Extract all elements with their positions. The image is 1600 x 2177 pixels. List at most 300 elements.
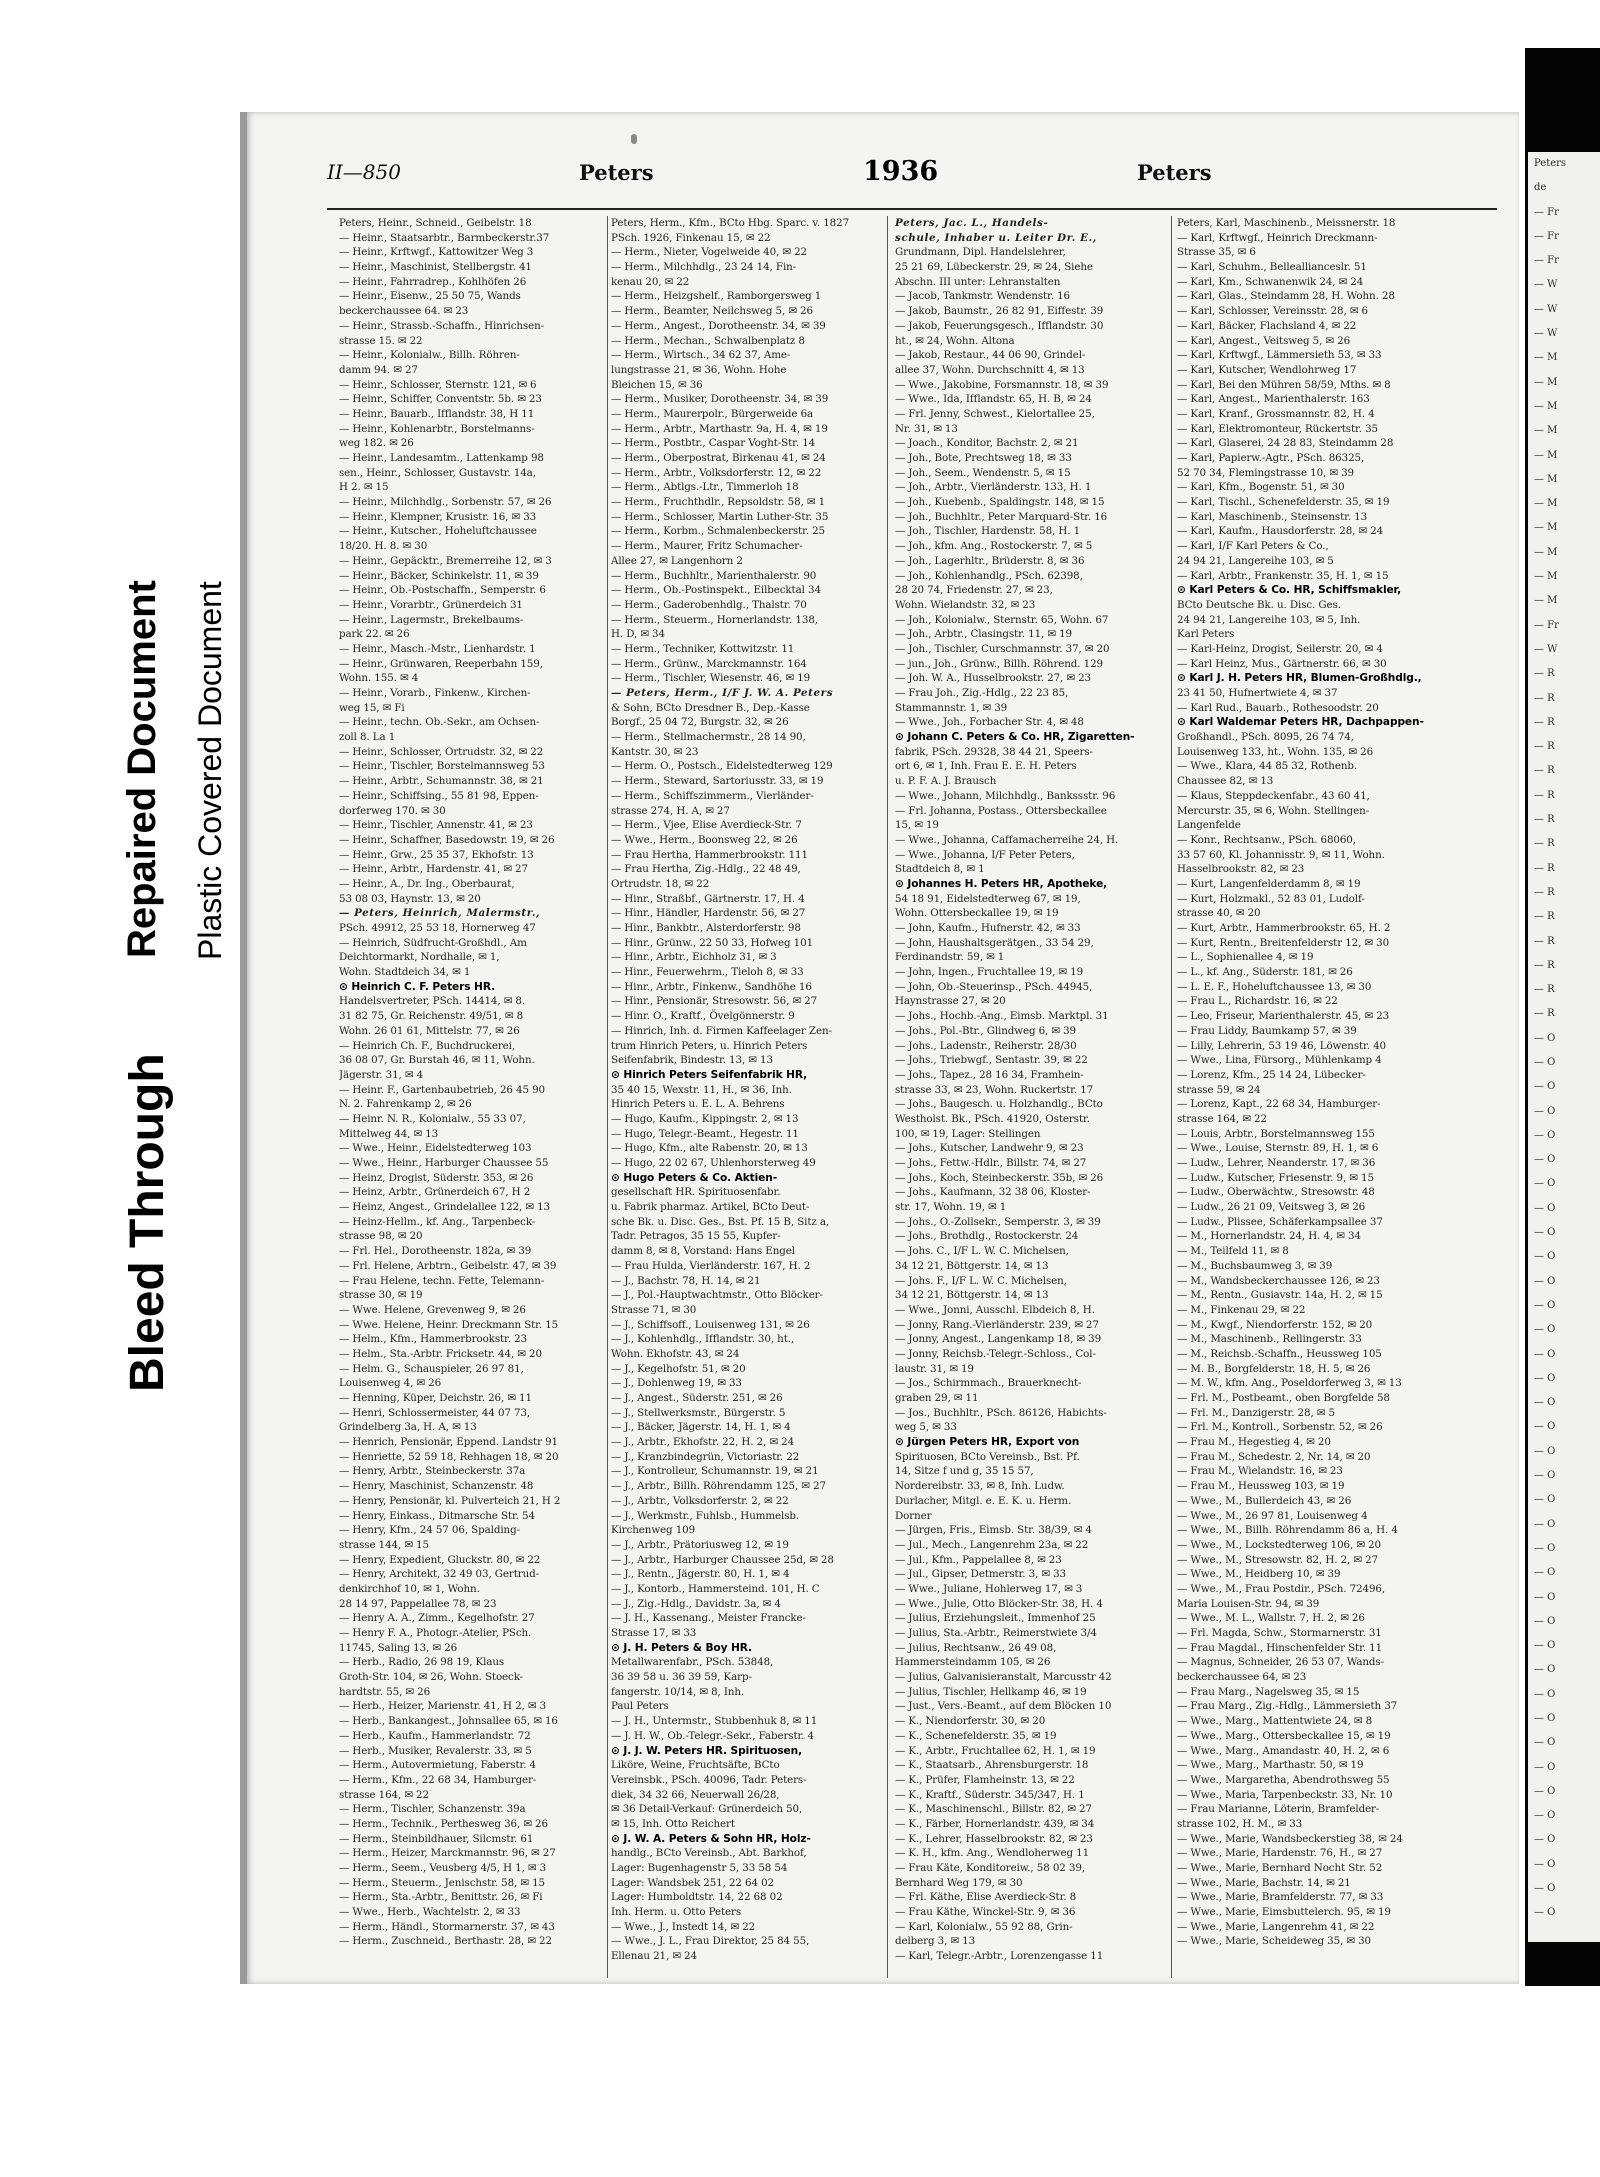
- directory-entry: — Wwe., M., 26 97 81, Louisenweg 4: [1177, 1509, 1368, 1522]
- directory-entry: Grundmann, Dipl. Handelslehrer,: [895, 246, 1066, 259]
- directory-entry: 31 82 75, Gr. Reichenstr. 49/51, ✉ 8: [339, 1010, 524, 1023]
- directory-entry: — Herm., Autovermietung, Faberstr. 4: [339, 1759, 536, 1772]
- directory-entry: ✉ 15, Inh. Otto Reichert: [611, 1817, 735, 1830]
- directory-entry: — Wwe., Herb., Wachtelstr. 2, ✉ 33: [339, 1906, 521, 1919]
- directory-entry: — M., Teilfeld 11, ✉ 8: [1177, 1245, 1289, 1258]
- directory-entry: — Johs., Kaufmann, 32 38 06, Kloster-: [895, 1186, 1091, 1199]
- directory-entry: diek, 34 32 66, Neuerwall 26/28,: [611, 1788, 780, 1801]
- next-page-fragment: — Fr: [1534, 206, 1559, 218]
- directory-entry: Dorner: [895, 1509, 932, 1522]
- directory-entry: zoll 8. La 1: [339, 731, 396, 744]
- directory-entry: — J. H., Untermstr., Stubbenhuk 8, ✉ 11: [611, 1715, 818, 1728]
- directory-entry: — Frau M., Wielandstr. 16, ✉ 23: [1177, 1465, 1343, 1478]
- directory-entry: PSch. 49912, 25 53 18, Hornerweg 47: [339, 922, 536, 934]
- next-page-fragment: — M: [1534, 546, 1558, 558]
- column-divider: [607, 216, 608, 1978]
- directory-entry: — Heinz, Drogist, Süderstr. 353, ✉ 26: [339, 1171, 534, 1184]
- directory-entry: Karl Peters: [1177, 628, 1235, 641]
- next-page-fragment: — O: [1534, 1785, 1556, 1797]
- directory-entry: — Wwe., Marie, Hardenstr. 76, H., ✉ 27: [1177, 1847, 1383, 1860]
- next-page-fragment: — O: [1534, 1810, 1556, 1822]
- directory-entry: — Henry, Einkass., Ditmarsche Str. 54: [339, 1509, 535, 1522]
- directory-entry: — Heinr., Ob.-Postschaffn., Semperstr. 6: [339, 584, 546, 597]
- directory-entry: — L. E. F., Hoheluftchaussee 13, ✉ 30: [1177, 980, 1372, 993]
- directory-entry: — Johs., Fettw.-Hdlr., Billstr. 74, ✉ 27: [895, 1157, 1087, 1169]
- directory-entry: 23 41 50, Hufnertwiete 4, ✉ 37: [1177, 687, 1338, 699]
- directory-entry: graben 29, ✉ 11: [895, 1392, 979, 1404]
- directory-entry: — K., Kraftf., Süderstr. 345/347, H. 1: [895, 1788, 1085, 1801]
- running-head-right: Peters: [1137, 160, 1212, 185]
- directory-entry: — Herm., Wirtsch., 34 62 37, Ame-: [611, 349, 791, 362]
- directory-entry: — Heinr., Eisenw., 25 50 75, Wands: [339, 290, 521, 303]
- directory-entry: — Wwe., Jakobine, Forsmannstr. 18, ✉ 39: [895, 378, 1109, 391]
- directory-entry: sen., Heinr., Schlosser, Gustavstr. 14a,: [339, 466, 536, 479]
- directory-entry: — Jul., Kfm., Pappelallee 8, ✉ 23: [895, 1553, 1062, 1566]
- directory-entry: — M., Kwgf., Niendorferstr. 152, ✉ 20: [1177, 1318, 1373, 1331]
- directory-entry: — Hinr., Arbtr., Eichholz 31, ✉ 3: [611, 951, 777, 964]
- directory-entry: ⊙ J. W. A. Peters & Sohn HR, Holz-: [611, 1832, 811, 1845]
- directory-entry: — Lorenz, Kapt., 22 68 34, Hamburger-: [1177, 1098, 1381, 1111]
- directory-entry: — Lilly, Lehrerin, 53 19 46, Löwenstr. 40: [1177, 1039, 1386, 1052]
- directory-entry: — Kurt, Holzmakl., 52 83 01, Ludolf-: [1177, 892, 1365, 905]
- directory-entry: — Herm., Steuerm., Jenischstr. 58, ✉ 15: [339, 1876, 546, 1889]
- next-page-fragment: — Fr: [1534, 255, 1559, 267]
- directory-entry: — Karl, Kolonialw., 55 92 88, Grin-: [895, 1920, 1073, 1933]
- next-page-fragment: — O: [1534, 1397, 1556, 1409]
- directory-entry: Inh. Herm. u. Otto Peters: [611, 1906, 742, 1919]
- directory-entry: — Heinr., techn. Ob.-Sekr., am Ochsen-: [339, 716, 540, 729]
- directory-entry: H 2. ✉ 15: [339, 481, 389, 494]
- directory-entry: — M. B., Borgfelderstr. 18, H. 5, ✉ 26: [1177, 1362, 1371, 1375]
- directory-entry: — Frau Joh., Zig.-Hdlg., 22 23 85,: [895, 687, 1069, 699]
- directory-entry: weg 15, ✉ Fi: [339, 701, 405, 714]
- directory-entry: — Herb., Musiker, Revalerstr. 33, ✉ 5: [339, 1744, 532, 1757]
- next-page-fragment: — O: [1534, 1372, 1556, 1384]
- directory-entry: Mercurstr. 35, ✉ 6, Wohn. Stellingen-: [1177, 804, 1370, 817]
- directory-entry: Allee 27, ✉ Langenhorn 2: [611, 554, 743, 567]
- next-page-fragment: — R: [1534, 862, 1555, 874]
- directory-entry: 24 94 21, Langereihe 103, ✉ 5: [1177, 554, 1334, 567]
- directory-entry: — Wwe., Marg., Marthastr. 50, ✉ 19: [1177, 1759, 1364, 1772]
- directory-entry: — Karl Rud., Bauarb., Rothesoodstr. 20: [1177, 701, 1379, 714]
- directory-entry: Großhandl., PSch. 8095, 26 74 74,: [1177, 731, 1354, 744]
- directory-entry: — Herm., Zuschneid., Berthastr. 28, ✉ 22: [339, 1935, 552, 1948]
- directory-entry: Groth-Str. 104, ✉ 26, Wohn. Stoeck-: [339, 1671, 524, 1684]
- directory-entry: Wohn. Wielandstr. 32, ✉ 23: [895, 598, 1036, 611]
- next-page-fragment: — O: [1534, 1615, 1556, 1627]
- next-page-fragment: — O: [1534, 1154, 1556, 1166]
- next-page-fragment: — R: [1534, 911, 1555, 923]
- directory-entry: Seifenfabrik, Bindestr. 13, ✉ 13: [611, 1054, 773, 1067]
- directory-entry: — Herm., Kfm., 22 68 34, Hamburger-: [339, 1773, 537, 1786]
- directory-entry: — Wwe., Joh., Forbacher Str. 4, ✉ 48: [895, 716, 1084, 729]
- directory-entry: weg 182. ✉ 26: [339, 437, 414, 450]
- directory-entry: — K., Lehrer, Hasselbrookstr. 82, ✉ 23: [895, 1832, 1093, 1845]
- directory-entry: — Henry, Architekt, 32 49 03, Gertrud-: [339, 1568, 540, 1581]
- directory-entry: — Henriette, 52 59 18, Rehhagen 18, ✉ 20: [339, 1450, 559, 1463]
- directory-entry: — Ludw., 26 21 09, Veitsweg 3, ✉ 26: [1177, 1201, 1366, 1214]
- directory-entry: Peters, Heinr., Schneid., Geibelstr. 18: [339, 217, 532, 229]
- directory-entry: Ferdinandstr. 59, ✉ 1: [895, 951, 1005, 964]
- directory-page: [240, 112, 1519, 1984]
- directory-entry: — Herm., Tischler, Wiesenstr. 46, ✉ 19: [611, 672, 811, 685]
- next-page-fragment: — O: [1534, 1907, 1556, 1919]
- directory-entry: Strasse 71, ✉ 30: [611, 1303, 697, 1316]
- next-page-fragment: — O: [1534, 1129, 1556, 1141]
- directory-entry: — Herm., Postbtr., Caspar Voght-Str. 14: [611, 437, 816, 450]
- next-page-fragment: — O: [1534, 1470, 1556, 1482]
- directory-entry: 18/20. H. 8. ✉ 30: [339, 540, 428, 553]
- directory-entry: Haynstrasse 27, ✉ 20: [895, 995, 1006, 1008]
- next-page-fragment: — O: [1534, 1445, 1556, 1457]
- directory-entry: — Herb., Heizer, Marienstr. 41, H 2, ✉ 3: [339, 1700, 547, 1713]
- directory-entry: — Joh., Seem., Wendenstr. 5, ✉ 15: [895, 466, 1071, 479]
- directory-entry: — J., Rentn., Jägerstr. 80, H. 1, ✉ 4: [611, 1568, 790, 1581]
- directory-entry: damm 8, ✉ 8, Vorstand: Hans Engel: [611, 1245, 795, 1258]
- directory-entry: — K., Schenefelderstr. 35, ✉ 19: [895, 1729, 1057, 1742]
- directory-entry: — Herm., Sta.-Arbtr., Benittstr. 26, ✉ Fi: [339, 1891, 543, 1904]
- next-page-fragment: — O: [1534, 1591, 1556, 1603]
- directory-entry: — J., Kegelhofstr. 51, ✉ 20: [611, 1362, 746, 1375]
- directory-entry: ⊙ J. H. Peters & Boy HR.: [611, 1641, 752, 1654]
- directory-entry: — L., Sophienallee 4, ✉ 19: [1177, 951, 1314, 964]
- directory-entry: — Hinr. O., Kraftf., Övelgönnerstr. 9: [611, 1010, 795, 1023]
- directory-entry: Kirchenweg 109: [611, 1524, 696, 1537]
- directory-entry: sche Bk. u. Disc. Ges., Bst. Pf. 15 B, Sitz a,: [611, 1215, 830, 1228]
- directory-entry: — J., Arbtr., Harburger Chaussee 25d, ✉ 28: [611, 1553, 834, 1566]
- directory-entry: — Karl, Maschinenb., Steinsenstr. 13: [1177, 510, 1368, 523]
- directory-entry: — Heinr., Klempner, Krusistr. 16, ✉ 33: [339, 510, 537, 523]
- directory-entry: kenau 20, ✉ 22: [611, 275, 690, 288]
- directory-entry: — Herm., Korbm., Schmalenbeckerstr. 25: [611, 525, 826, 538]
- directory-entry: — Heinr., Kohlenarbtr., Borstelmanns-: [339, 422, 535, 435]
- directory-entry: Kantstr. 30, ✉ 23: [611, 745, 699, 758]
- directory-entry: — Heinr., Staatsarbtr., Barmbeckerstr.37: [339, 231, 550, 244]
- directory-entry: — Wwe., M., Lockstedterweg 106, ✉ 20: [1177, 1538, 1381, 1551]
- directory-entry: — Johs. F., I/F L. W. C. Michelsen,: [895, 1274, 1067, 1287]
- directory-entry: Ortrudstr. 18, ✉ 22: [611, 877, 710, 890]
- directory-entry: — Herm., Mechan., Schwalbenplatz 8: [611, 334, 805, 347]
- directory-entry: — Wwe., M., Billh. Röhrendamm 86 a, H. 4: [1177, 1524, 1398, 1537]
- directory-entry: strasse 274, H. A, ✉ 27: [611, 804, 730, 817]
- directory-entry: — Jos., Buchhltr., PSch. 86126, Habichts-: [895, 1406, 1107, 1419]
- directory-entry: Handelsvertreter, PSch. 14414, ✉ 8.: [339, 995, 526, 1008]
- directory-entry: — Karl, Papierw.-Agtr., PSch. 86325,: [1177, 452, 1365, 464]
- column-divider: [1171, 216, 1172, 1978]
- directory-entry: — Heinz-Hellm., kf. Ang., Tarpenbeck-: [339, 1215, 536, 1228]
- directory-entry: Tadr. Petragos, 35 15 55, Kupfer-: [611, 1230, 781, 1243]
- directory-entry: — Herb., Kaufm., Hammerlandstr. 72: [339, 1729, 531, 1742]
- directory-entry: Borgf., 25 04 72, Burgstr. 32, ✉ 26: [611, 716, 789, 729]
- next-page-fragment: — R: [1534, 668, 1555, 680]
- directory-entry: — Heinr., Gepäcktr., Bremerreihe 12, ✉ 3: [339, 554, 552, 567]
- directory-entry: — Herm., Nieter, Vogelweide 40, ✉ 22: [611, 246, 807, 259]
- directory-entry: — Johs., Baugesch. u. Holzhandlg., BCto: [895, 1098, 1103, 1111]
- directory-entry: — Wwe., Jonni, Ausschl. Elbdeich 8, H.: [895, 1303, 1095, 1316]
- directory-entry: Wohn. Ekhofstr. 43, ✉ 24: [611, 1347, 740, 1360]
- directory-entry: — Karl, Elektromonteur, Rückertstr. 35: [1177, 422, 1378, 435]
- directory-entry: dorferweg 170. ✉ 30: [339, 804, 446, 817]
- directory-entry: — Wwe., Marie, Bachstr. 14, ✉ 21: [1177, 1876, 1351, 1889]
- directory-entry: — Jonny, Rang.-Vierländerstr. 239, ✉ 27: [895, 1318, 1099, 1331]
- directory-entry: — Henning, Küper, Deichstr. 26, ✉ 11: [339, 1392, 532, 1404]
- directory-entry: — Herm., Abtlgs.-Ltr., Timmerloh 18: [611, 481, 799, 494]
- directory-entry: Louisenweg 133, ht., Wohn. 135, ✉ 26: [1177, 745, 1374, 758]
- directory-entry: — Herm., Musiker, Dorotheenstr. 34, ✉ 39: [611, 393, 829, 406]
- directory-entry: 15, ✉ 19: [895, 819, 939, 832]
- directory-entry: — Frau M., Hegestieg 4, ✉ 20: [1177, 1436, 1331, 1449]
- directory-entry: — Joh., Bote, Prechtsweg 18, ✉ 33: [895, 452, 1072, 464]
- directory-entry: — Heinr., Schiffsing., 55 81 98, Eppen-: [339, 789, 539, 802]
- directory-entry: — J., Bäcker, Jägerstr. 14, H. 1, ✉ 4: [611, 1421, 791, 1434]
- directory-entry: — Herm., Gaderobenhdlg., Thalstr. 70: [611, 598, 807, 611]
- directory-entry: — Karl, I/F Karl Peters & Co.,: [1177, 540, 1329, 553]
- directory-entry: park 22. ✉ 26: [339, 628, 410, 641]
- directory-entry: ⊙ Karl Waldemar Peters HR, Dachpappen-: [1177, 716, 1424, 729]
- bleed-through-label: Bleed Through: [121, 1053, 174, 1392]
- directory-entry: delberg 3, ✉ 13: [895, 1935, 976, 1948]
- directory-entry: — Helm. G., Schauspieler, 26 97 81,: [339, 1362, 524, 1375]
- directory-entry: — J., Arbtr., Billh. Röhrendamm 125, ✉ 27: [611, 1480, 826, 1493]
- directory-entry: 28 14 97, Pappelallee 78, ✉ 23: [339, 1597, 497, 1610]
- next-page-fragment: — R: [1534, 716, 1555, 728]
- directory-entry: 28 20 74, Friedenstr. 27, ✉ 23,: [895, 584, 1053, 597]
- directory-entry: — Wwe., Louise, Sternstr. 89, H. 1, ✉ 6: [1177, 1142, 1379, 1155]
- next-page-fragment: — M: [1534, 352, 1558, 364]
- directory-entry: — Wwe., Marg., Amandastr. 40, H. 2, ✉ 6: [1177, 1744, 1390, 1757]
- next-page-fragment: — O: [1534, 1883, 1556, 1895]
- directory-entry: — Julius, Tischler, Hellkamp 46, ✉ 19: [895, 1685, 1087, 1698]
- directory-entry: — Herm., Heizgshelf., Ramborgersweg 1: [611, 290, 822, 303]
- directory-entry: — Herm., Techniker, Kottwitzstr. 11: [611, 642, 795, 655]
- next-page-fragment: — O: [1534, 1081, 1556, 1093]
- directory-entry: Peters, Jac. L., Handels-: [895, 217, 1049, 229]
- next-page-fragment: — R: [1534, 838, 1555, 850]
- directory-entry: — Wwe., Heinr., Harburger Chaussee 55: [339, 1157, 549, 1169]
- directory-entry: strasse 30, ✉ 19: [339, 1289, 423, 1302]
- directory-entry: ⊙ Karl J. H. Peters HR, Blumen-Großhdlg.,: [1177, 672, 1422, 685]
- directory-entry: — Jonny, Angest., Langenkamp 18, ✉ 39: [895, 1333, 1102, 1346]
- next-page-fragment: — O: [1534, 1105, 1556, 1117]
- directory-entry: ht., ✉ 24, Wohn. Altona: [895, 334, 1015, 347]
- binding-mark: [631, 134, 637, 144]
- directory-entry: — Frau Käte, Konditoreiw., 58 02 39,: [895, 1862, 1086, 1874]
- directory-entry: — John, Ingen., Fruchtallee 19, ✉ 19: [895, 966, 1084, 979]
- directory-entry: — Herm., Steuerm., Hornerlandstr. 138,: [611, 613, 818, 626]
- directory-entry: — Ludw., Kutscher, Friesenstr. 9, ✉ 15: [1177, 1171, 1374, 1184]
- directory-entry: — Jonny, Reichsb.-Telegr.-Schloss., Col-: [895, 1347, 1096, 1360]
- directory-entry: — Hinr., Arbtr., Finkenw., Sandhöhe 16: [611, 980, 812, 993]
- next-page-fragment: — O: [1534, 1227, 1556, 1239]
- directory-entry: — J., Kontorb., Hammersteind. 101, H. C: [611, 1582, 820, 1595]
- next-page-fragment: — O: [1534, 1713, 1556, 1724]
- directory-entry: 52 70 34, Flemingstrasse 10, ✉ 39: [1177, 466, 1354, 479]
- directory-entry: — Herm., Steward, Sartoriusstr. 33, ✉ 19: [611, 775, 824, 788]
- directory-entry: — Wwe., M., Heidberg 10, ✉ 39: [1177, 1568, 1341, 1581]
- directory-column-3: [895, 216, 1163, 1964]
- directory-entry: — Louis, Arbtr., Borstelmannsweg 155: [1177, 1127, 1375, 1140]
- directory-entry: — Hinr., Pensionär, Stresowstr. 56, ✉ 27: [611, 995, 818, 1008]
- directory-entry: — Heinr. F., Gartenbaubetrieb, 26 45 90: [339, 1083, 545, 1096]
- directory-entry: strasse 33, ✉ 23, Wohn. Ruckertstr. 17: [895, 1083, 1094, 1096]
- directory-entry: lungstrasse 21, ✉ 36, Wohn. Hohe: [611, 363, 787, 376]
- directory-entry: — Wwe., Juliane, Hohlerweg 17, ✉ 3: [895, 1582, 1083, 1595]
- directory-entry: — Herm. O., Postsch., Eidelstedterweg 129: [611, 760, 833, 773]
- directory-entry: Westholst. Bk., PSch. 41920, Osterstr.: [895, 1112, 1090, 1125]
- next-page-fragment: — O: [1534, 1664, 1556, 1676]
- directory-entry: fangerstr. 10/14, ✉ 8, Inh.: [611, 1685, 745, 1698]
- directory-entry: — Henri, Schlossermeister, 44 07 73,: [339, 1406, 531, 1419]
- directory-entry: — J. H., Kassenang., Meister Francke-: [611, 1612, 806, 1625]
- next-page-fragment: — O: [1534, 1737, 1556, 1749]
- next-page-fragment: — M: [1534, 498, 1558, 510]
- directory-entry: — Hinrich, Inh. d. Firmen Kaffeelager Zen-: [611, 1024, 832, 1037]
- next-page-fragment: Peters: [1534, 158, 1567, 169]
- directory-entry: — Herm., Ob.-Postinspekt., Eilbecktal 34: [611, 584, 821, 597]
- directory-entry: 11745, Saling 13, ✉ 26: [339, 1641, 458, 1654]
- directory-entry: Jägerstr. 31, ✉ 4: [339, 1068, 424, 1081]
- directory-entry: — Jakob, Feuerungsgesch., Ifflandstr. 30: [895, 319, 1104, 332]
- header-rule: [327, 208, 1497, 210]
- directory-entry: Wohn. 155. ✉ 4: [339, 672, 419, 685]
- directory-entry: Deichtormarkt, Nordhalle, ✉ 1,: [339, 951, 500, 964]
- directory-entry: — Ludw., Lehrer, Neanderstr. 17, ✉ 36: [1177, 1157, 1376, 1169]
- directory-entry: — Heinz, Angest., Grindelallee 122, ✉ 13: [339, 1201, 550, 1214]
- directory-entry: — M. W., kfm. Ang., Poseldorferweg 3, ✉ 13: [1177, 1377, 1402, 1390]
- directory-column-2: [611, 216, 879, 1964]
- directory-entry: 34 12 21, Böttgerstr. 14, ✉ 13: [895, 1289, 1049, 1302]
- directory-entry: — J., Kohlenhdlg., Ifflandstr. 30, ht.,: [611, 1333, 795, 1346]
- directory-entry: — Hugo, Kfm., alte Rabenstr. 20, ✉ 13: [611, 1142, 808, 1155]
- directory-entry: — K., Färber, Hornerlandstr. 439, ✉ 34: [895, 1817, 1095, 1830]
- directory-entry: ⊙ Karl Peters & Co. HR, Schiffsmakler,: [1177, 584, 1402, 597]
- directory-entry: — Ludw., Oberwächtw., Stresowstr. 48: [1177, 1186, 1375, 1199]
- directory-entry: strasse 15. ✉ 22: [339, 334, 423, 347]
- directory-entry: — Herm., Maurerpolr., Bürgerweide 6a: [611, 407, 814, 420]
- next-page-fragment: — Fr: [1534, 230, 1559, 242]
- next-page-fragment: — R: [1534, 984, 1555, 996]
- directory-entry: — Heinr., Fahrradrep., Kohlhöfen 26: [339, 275, 527, 288]
- directory-entry: — Hinr., Händler, Hardenstr. 56, ✉ 27: [611, 907, 806, 920]
- directory-entry: — Frau Marg., Zig.-Hdlg., Lämmersieth 37: [1177, 1700, 1398, 1713]
- directory-entry: — John, Ob.-Steuerinsp., PSch. 44945,: [895, 980, 1093, 993]
- directory-entry: — Joh. W. A., Husselbrookstr. 27, ✉ 23: [895, 672, 1091, 685]
- directory-entry: — Herm., Tischler, Schanzenstr. 39a: [339, 1803, 526, 1816]
- directory-entry: — K., Niendorferstr. 30, ✉ 20: [895, 1715, 1046, 1728]
- directory-entry: 53 08 03, Haynstr. 13, ✉ 20: [339, 892, 481, 905]
- directory-entry: — Julius, Erziehungsleit., Immenhof 25: [895, 1612, 1096, 1625]
- directory-entry: — Frl. Hel., Dorotheenstr. 182a, ✉ 39: [339, 1245, 532, 1258]
- directory-entry: — Hugo, Kaufm., Kippingstr. 2, ✉ 13: [611, 1112, 799, 1125]
- directory-entry: — M., Finkenau 29, ✉ 22: [1177, 1303, 1306, 1316]
- next-page-fragment: — O: [1534, 1202, 1556, 1214]
- directory-entry: schule, Inhaber u. Leiter Dr. E.,: [895, 231, 1097, 244]
- directory-entry: — M., Buchsbaumweg 3, ✉ 39: [1177, 1259, 1333, 1272]
- directory-entry: — Herb., Radio, 26 98 19, Klaus: [339, 1656, 505, 1669]
- directory-entry: — Johs., Pol.-Btr., Glindweg 6, ✉ 39: [895, 1024, 1077, 1037]
- directory-entry: — Ludw., Plissee, Schäferkampsallee 37: [1177, 1215, 1383, 1228]
- directory-entry: — Heinr., Vorarb., Finkenw., Kirchen-: [339, 687, 531, 699]
- directory-entry: — Jul., Mech., Langenrehm 23a, ✉ 22: [895, 1538, 1089, 1551]
- directory-entry: — Frl. M., Kontroll., Sorbenstr. 52, ✉ 26: [1177, 1421, 1383, 1434]
- directory-entry: — Joh., Arbtr., Clasingstr. 11, ✉ 19: [895, 628, 1072, 641]
- directory-entry: strasse 164, ✉ 22: [1177, 1112, 1267, 1125]
- next-page-fragment: — M: [1534, 522, 1558, 534]
- directory-entry: — Johs., Koch, Steinbeckerstr. 35b, ✉ 26: [895, 1171, 1104, 1184]
- next-page-fragment: — M: [1534, 400, 1558, 412]
- directory-entry: — Jakob, Restaur., 44 06 90, Grindel-: [895, 349, 1086, 362]
- directory-entry: strasse 164, ✉ 22: [339, 1788, 429, 1801]
- directory-entry: — Johs., Ladenstr., Reiherstr. 28/30: [895, 1039, 1077, 1052]
- directory-entry: — Peters, Herm., I/F J. W. A. Peters: [611, 687, 834, 699]
- next-page-fragment: — O: [1534, 1494, 1556, 1506]
- directory-entry: — Joh., Kuebenb., Spaldingstr. 148, ✉ 15: [895, 496, 1105, 509]
- directory-entry: — Hugo, Telegr.-Beamt., Hegestr. 11: [611, 1127, 799, 1140]
- directory-entry: Bleichen 15, ✉ 36: [611, 378, 703, 391]
- directory-entry: — Karl-Heinz, Drogist, Seilerstr. 20, ✉ 4: [1177, 642, 1383, 655]
- directory-entry: — Karl Heinz, Mus., Gärtnerstr. 66, ✉ 30: [1177, 657, 1387, 670]
- directory-entry: — Frau Marianne, Löterin, Bramfelder-: [1177, 1803, 1380, 1816]
- directory-entry: — Karl, Tischl., Schenefelderstr. 35, ✉ 19: [1177, 496, 1390, 509]
- next-page-fragment: — M: [1534, 595, 1558, 607]
- directory-entry: — Wwe. Helene, Heinr. Dreckmann Str. 15: [339, 1318, 559, 1331]
- directory-entry: — Karl, Schuhm., Belleallianceslr. 51: [1177, 261, 1367, 274]
- directory-entry: — J., Zig.-Hdlg., Davidstr. 3a, ✉ 4: [611, 1597, 781, 1610]
- directory-entry: — Helm., Kfm., Hammerbrookstr. 23: [339, 1333, 527, 1346]
- directory-entry: — Herm., Steinbildhauer, Silcmstr. 61: [339, 1832, 534, 1845]
- directory-entry: — Frau M., Schedestr. 2, Nr. 14, ✉ 20: [1177, 1450, 1371, 1463]
- directory-entry: — Karl, Bäcker, Flachsland 4, ✉ 22: [1177, 319, 1357, 332]
- directory-entry: — Jacob, Tankmstr. Wendenstr. 16: [895, 290, 1070, 303]
- directory-entry: — Karl, Kfm., Bogenstr. 51, ✉ 30: [1177, 481, 1345, 494]
- directory-entry: — Frl. Johanna, Postass., Ottersbeckallee: [895, 804, 1107, 817]
- directory-entry: ⊙ Jürgen Peters HR, Export von: [895, 1436, 1080, 1449]
- directory-entry: — Johs., Tapez., 28 16 34, Framhein-: [895, 1068, 1084, 1081]
- directory-entry: — Henry A. A., Zimm., Kegelhofstr. 27: [339, 1612, 535, 1625]
- directory-entry: PSch. 1926, Finkenau 15, ✉ 22: [611, 231, 771, 244]
- directory-entry: ort 6, ✉ 1, Inh. Frau E. E. H. Peters: [895, 760, 1077, 773]
- directory-entry: — Wwe., Klara, 44 85 32, Rothenb.: [1177, 760, 1358, 773]
- directory-entry: — Hinr., Grünw., 22 50 33, Hofweg 101: [611, 936, 814, 949]
- directory-entry: — Herm., Milchhdlg., 23 24 14, Fin-: [611, 261, 797, 274]
- directory-entry: — K. H., kfm. Ang., Wendloherweg 11: [895, 1847, 1090, 1860]
- directory-entry: Strasse 17, ✉ 33: [611, 1627, 697, 1639]
- directory-entry: str. 17, Wohn. 19, ✉ 1: [895, 1201, 1007, 1214]
- directory-entry: fabrik, PSch. 29328, 38 44 21, Speers-: [895, 745, 1093, 758]
- directory-entry: — Wwe., Marie, Scheideweg 35, ✉ 30: [1177, 1935, 1371, 1948]
- directory-entry: — Herm., Maurer, Fritz Schumacher-: [611, 540, 803, 553]
- directory-entry: — Wwe., Maria, Tarpenbeckstr. 33, Nr. 10: [1177, 1788, 1393, 1801]
- directory-entry: ⊙ Johann C. Peters & Co. HR, Zigaretten-: [895, 731, 1135, 744]
- next-page-fragment: — O: [1534, 1251, 1556, 1263]
- next-page-fragment: — M: [1534, 449, 1558, 461]
- directory-entry: ⊙ Hinrich Peters Seifenfabrik HR,: [611, 1068, 808, 1081]
- directory-entry: Hammersteindamm 105, ✉ 26: [895, 1656, 1051, 1669]
- directory-entry: — Herm., Schiffszimmerm., Vierländer-: [611, 789, 814, 802]
- directory-entry: — Hinr., Bankbtr., Alsterdorferstr. 98: [611, 922, 801, 934]
- directory-entry: Metallwarenfabr., PSch. 53848,: [611, 1656, 774, 1669]
- next-page-fragment: — O: [1534, 1299, 1556, 1311]
- next-page-edge: [1528, 152, 1600, 1942]
- next-page-fragment: — O: [1534, 1032, 1556, 1044]
- directory-entry: — Herm., Buchhltr., Marienthalerstr. 90: [611, 569, 817, 582]
- directory-entry: — K., Arbtr., Fruchtallee 62, H. 1, ✉ 19: [895, 1744, 1096, 1757]
- directory-entry: — Wwe., Johann, Milchhdlg., Bankssstr. 96: [895, 789, 1116, 802]
- directory-entry: — Heinr., Milchhdlg., Sorbenstr. 57, ✉ 26: [339, 496, 552, 509]
- directory-entry: Stammannstr. 1, ✉ 39: [895, 701, 1008, 714]
- directory-entry: — Wwe., Julie, Otto Blöcker-Str. 38, H. 4: [895, 1597, 1103, 1610]
- directory-column-4: [1177, 216, 1445, 1949]
